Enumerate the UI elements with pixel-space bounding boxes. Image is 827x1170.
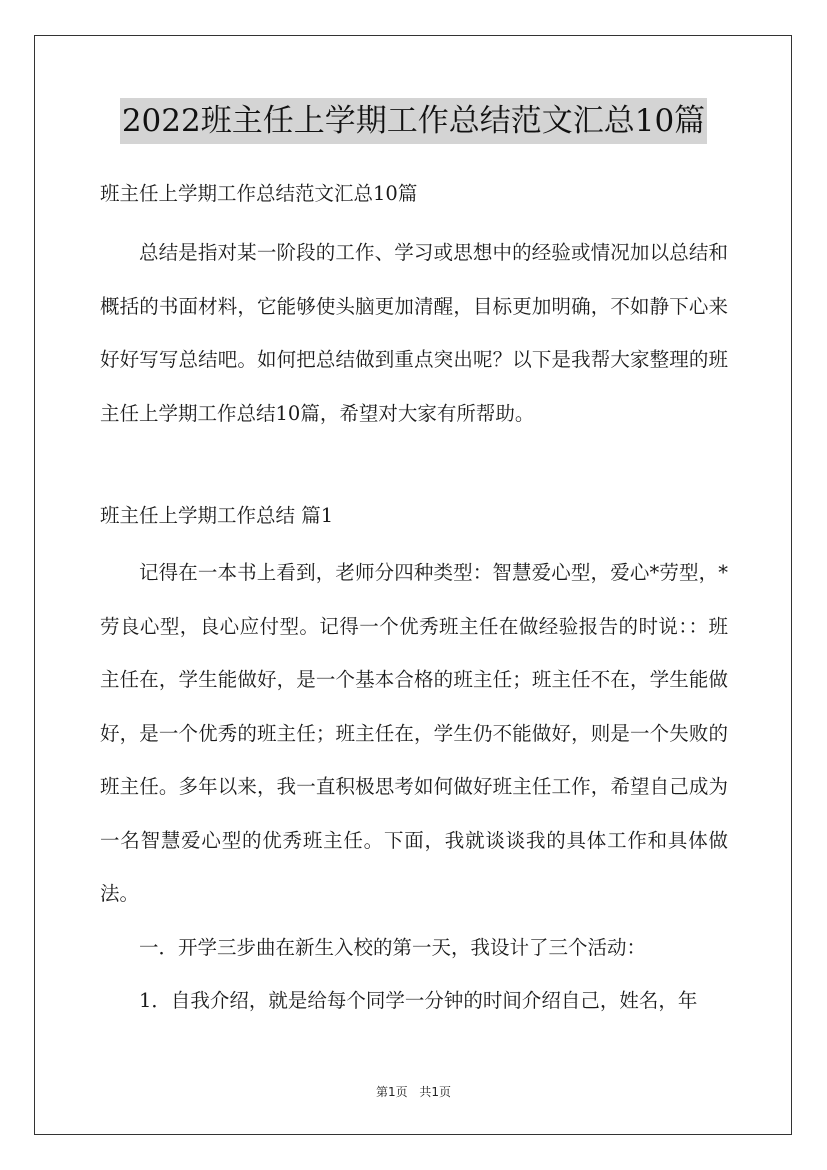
- page-footer: [0, 1083, 827, 1100]
- intro-paragraph: 总结是指对某一阶段的工作、学习或思想中的经验或情况加以总结和概括的书面材料，它能够使头脑更加清醒，目标更加明确，不如静下心来好好写写总结吧。如何把总结做到重点突出呢？以下是我帮大家整理的班主任上学期工作总结10篇，希望对大家有所帮助。: [100, 241, 728, 425]
- document-body: [100, 174, 728, 1028]
- page-number: 第1页: [375, 1085, 408, 1099]
- document-subtitle: 班主任上学期工作总结范文汇总10篇: [100, 182, 418, 205]
- page-total: 共1页: [419, 1085, 452, 1099]
- document-title: 2022班主任上学期工作总结范文汇总10篇: [120, 98, 707, 144]
- body-paragraph: 一．开学三步曲在新生入校的第一天，我设计了三个活动：: [139, 935, 647, 959]
- body-paragraph: 记得在一本书上看到，老师分四种类型：智慧爱心型，爱心*劳型，*劳良心型，良心应付型。记得一个优秀班主任在做经验报告的时说：：班主任在，学生能做好，是一个基本合格的班主任；班主任不在，学生能做好，是一个优秀的班主任；班主任在，学生仍不能做好，则是一个失败的班主任。多年以来，我一直积极思考如何做好班主任工作，希望自己成为一名智慧爱心型的优秀班主任。下面，我就谈谈我的具体工作和具体做法。: [100, 561, 728, 905]
- section-heading: 班主任上学期工作总结 篇1: [100, 504, 334, 527]
- body-paragraph: 1．自我介绍，就是给每个同学一分钟的时间介绍自己，姓名，年: [139, 989, 698, 1012]
- title-container: [0, 98, 827, 144]
